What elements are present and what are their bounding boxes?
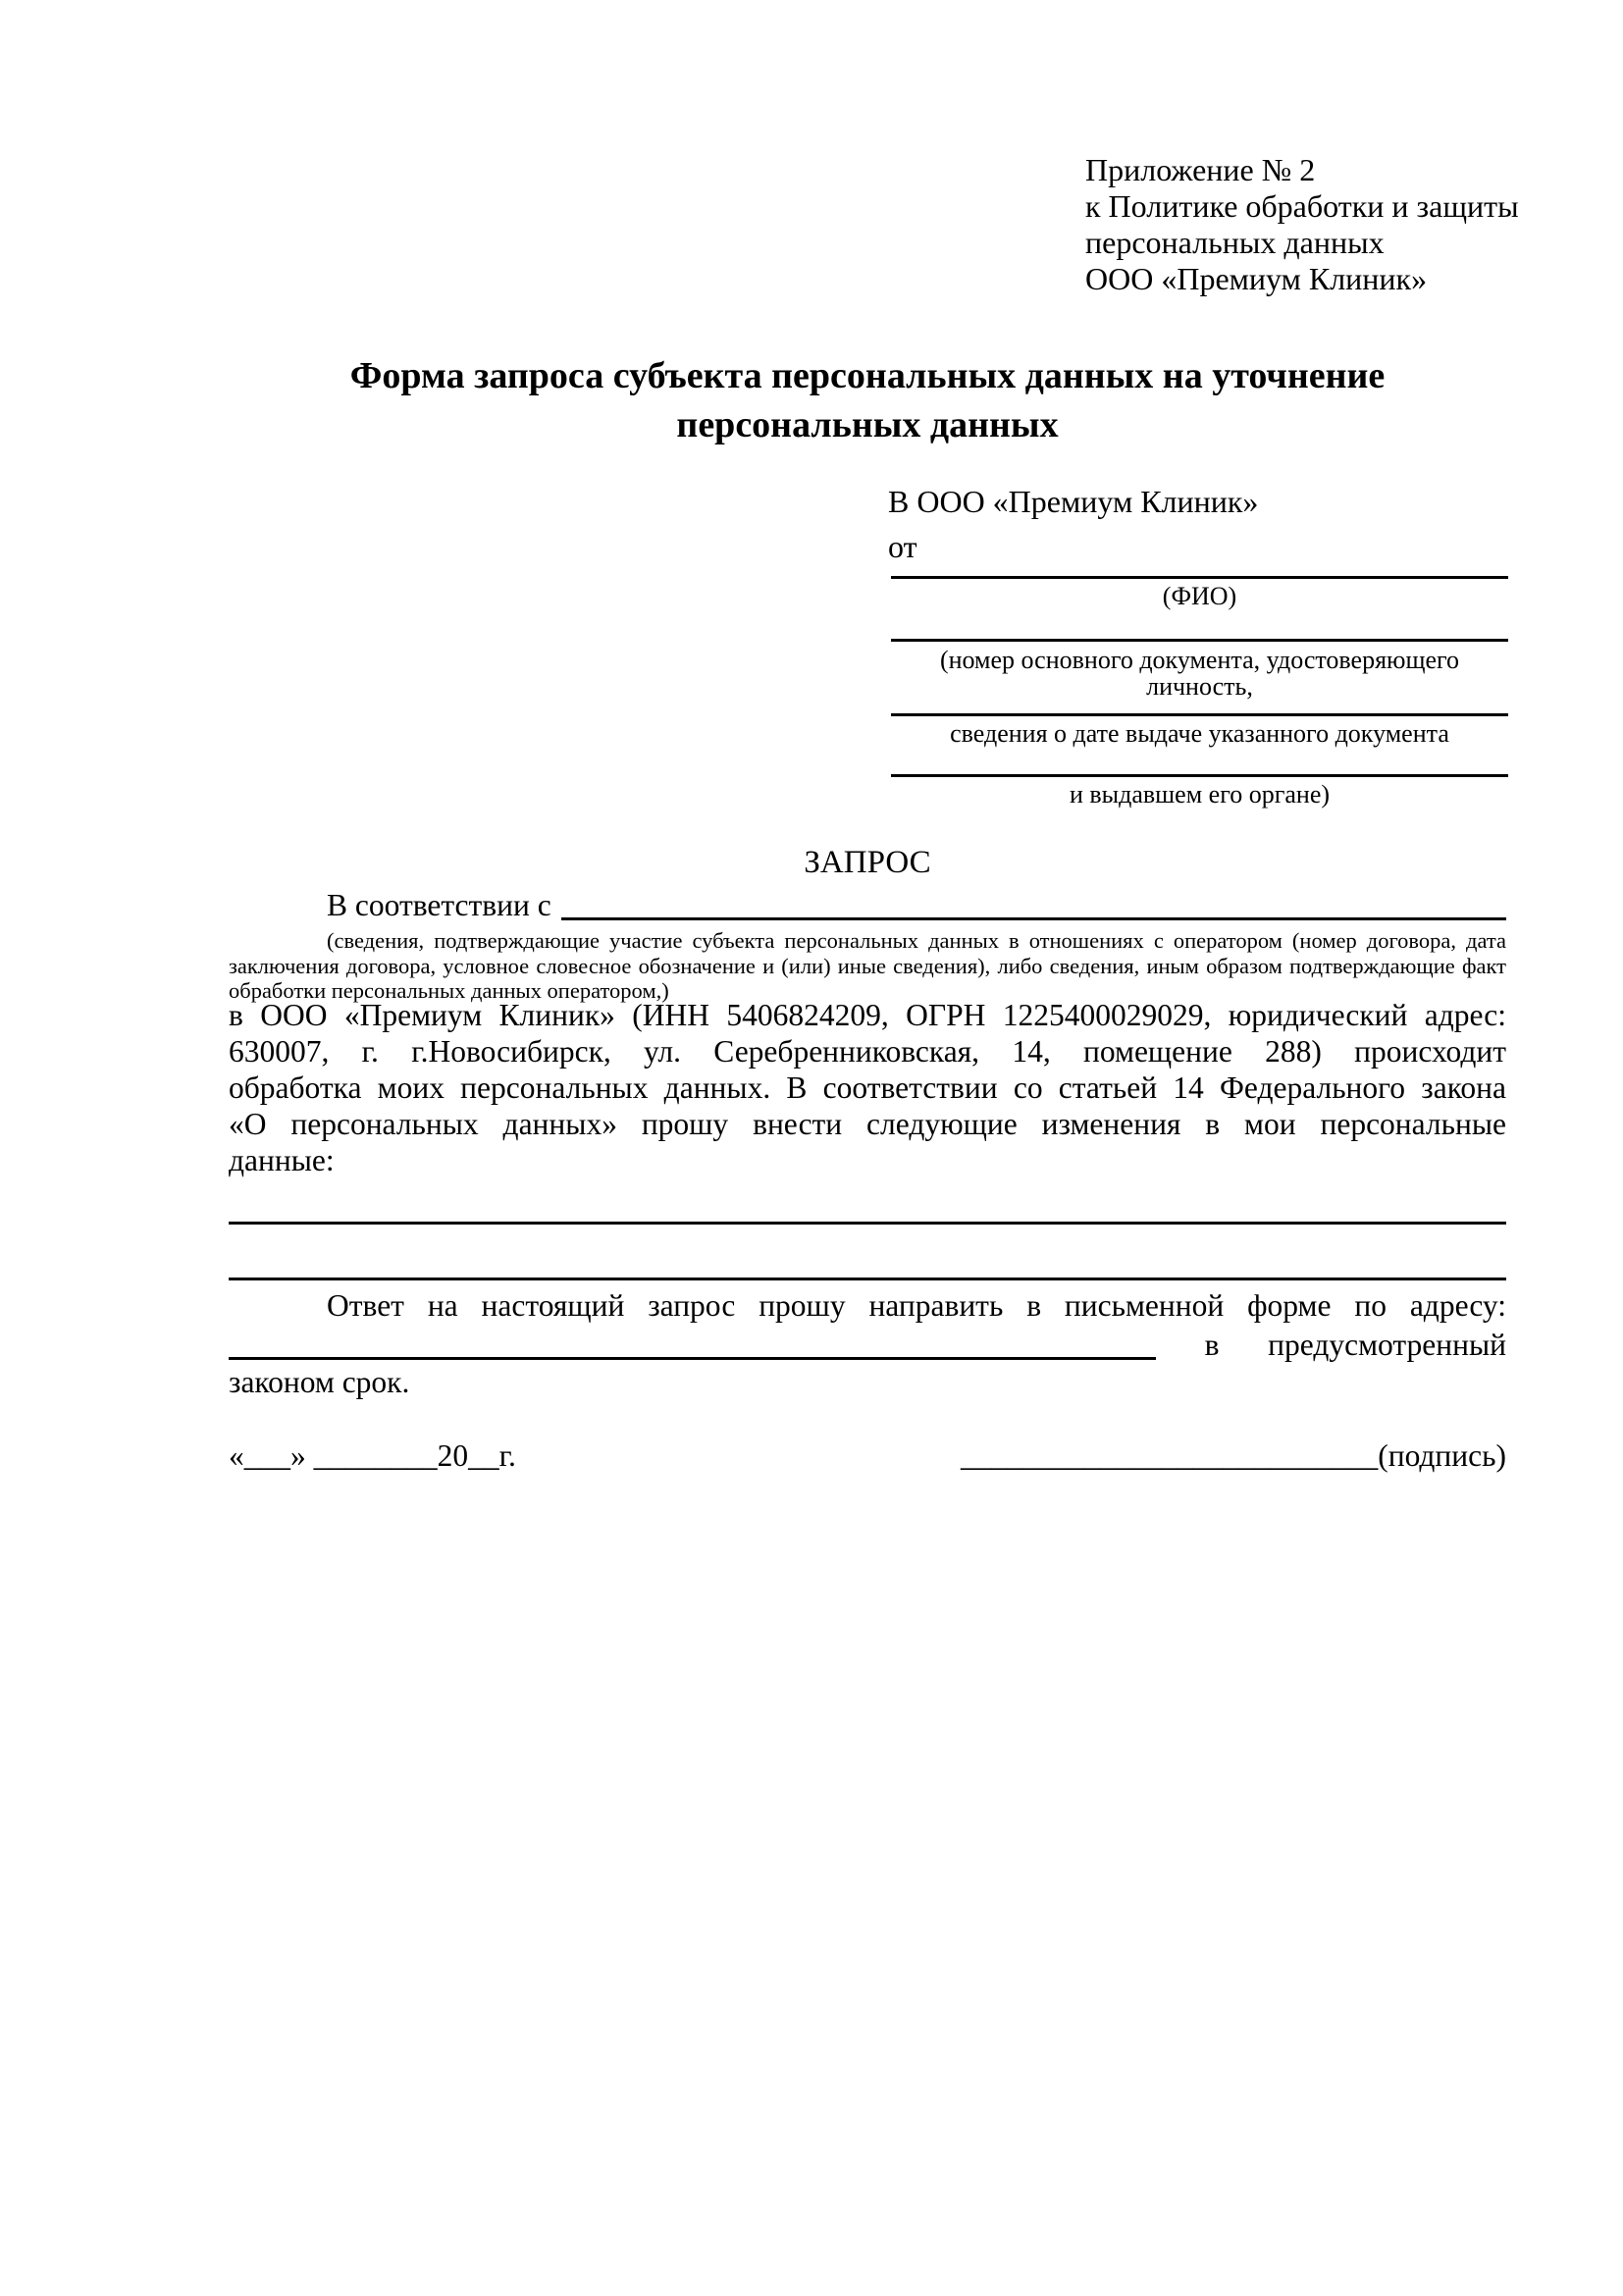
appendix-line: ООО «Премиум Клиник» xyxy=(1085,261,1428,296)
reply-line: законом срок. xyxy=(229,1365,410,1399)
reply-address-row xyxy=(229,1325,1506,1364)
signature-area xyxy=(961,1436,1506,1476)
body-line: «О персональных данных» прошу внести следующие изменения в мои персональные xyxy=(229,1107,1506,1141)
issuing-authority-caption: и выдавшем его органе) xyxy=(1069,780,1331,809)
reply-line: Ответ на настоящий запрос прошу направить в письменной форме по адресу: xyxy=(327,1288,1506,1323)
document-title: Форма запроса субъекта персональных данных на уточнение персональных данных xyxy=(349,355,1386,445)
date-blank-line: «___» ________20__г. xyxy=(229,1438,516,1473)
reply-word: в xyxy=(1204,1328,1220,1362)
intro-row xyxy=(229,885,1506,924)
changes-blank-line-2 xyxy=(229,1278,1506,1280)
issue-date-caption: сведения о дате выдаче указанного документа xyxy=(950,719,1449,748)
request-body xyxy=(229,997,1506,1178)
appendix-note xyxy=(1085,152,1527,297)
date-signature-row xyxy=(229,1436,1506,1476)
issuing-authority-blank-line xyxy=(891,774,1508,777)
intro-label: В соответствии с xyxy=(327,888,551,922)
changes-blank-line-1 xyxy=(229,1222,1506,1225)
addressee-from-label: от xyxy=(888,529,917,564)
address-blank-line xyxy=(229,1357,1156,1360)
appendix-line: Приложение № 2 xyxy=(1085,152,1316,187)
intro-footnote xyxy=(229,928,1506,1004)
reply-word: предусмотренный xyxy=(1268,1328,1506,1362)
footnote-line: заключения договора, условное словесное обозначение и (или) иные сведения), либо сведения, иным образом подтверждающие факт xyxy=(229,953,1506,978)
footnote-line: (сведения, подтверждающие участие субъекта персональных данных в отношениях с оператором (номер договора, дата xyxy=(327,928,1506,953)
request-heading: ЗАПРОС xyxy=(804,845,931,880)
appendix-line: к Политике обработки и защиты xyxy=(1085,188,1519,224)
footnote-line: обработки персональных данных оператором,) xyxy=(229,978,669,1003)
addressee-to: В ООО «Премиум Клиник» xyxy=(888,484,1259,519)
addressee-block xyxy=(888,479,1508,569)
body-line: обработка моих персональных данных. В соответствии со статьей 14 Федерального закона xyxy=(229,1070,1506,1105)
fio-blank-line xyxy=(891,576,1508,579)
body-line: 630007, г. г.Новосибирск, ул. Серебренниковская, 14, помещение 288) происходит xyxy=(229,1034,1506,1069)
reply-paragraph xyxy=(229,1287,1506,1401)
body-line: данные: xyxy=(229,1143,335,1177)
issue-date-blank-line xyxy=(891,713,1508,716)
signature-caption: (подпись) xyxy=(1378,1438,1506,1473)
body-line: в ООО «Премиум Клиник» (ИНН 5406824209, ОГРН 1225400029029, юридический адрес: xyxy=(229,998,1506,1032)
appendix-line: персональных данных xyxy=(1085,225,1385,260)
signature-blank-line: ___________________________ xyxy=(960,1438,1379,1473)
document-number-blank-line xyxy=(891,639,1508,642)
document-number-caption: (номер основного документа, удостоверяющего личность, xyxy=(939,646,1460,701)
basis-blank-line xyxy=(561,917,1506,920)
fio-caption: (ФИО) xyxy=(1162,582,1237,610)
